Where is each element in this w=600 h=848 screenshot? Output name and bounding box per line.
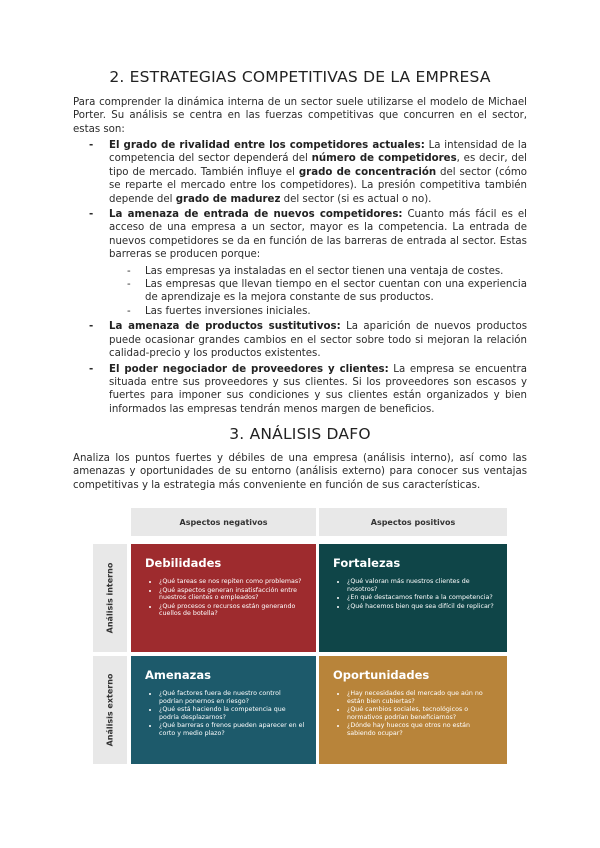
quadrant-question: • ¿Qué procesos o recursos están generando cuellos de botella? xyxy=(159,603,306,618)
quadrant-question: • ¿Qué cambios sociales, tecnológicos o normativos podrían beneficiarnos? xyxy=(347,706,497,721)
quadrant-title: Amenazas xyxy=(145,668,211,682)
sub-list-item: - Las empresas ya instaladas en el sector tienen una ventaja de costes. xyxy=(109,265,527,278)
section-title-dafo: 3. ANÁLISIS DAFO xyxy=(229,425,371,443)
section-title-estrategias: 2. ESTRATEGIAS COMPETITIVAS DE LA EMPRESA xyxy=(109,68,491,86)
quadrant-question: • ¿Qué aspectos generan insatisfacción entre nuestros clientes o empleados? xyxy=(159,587,306,602)
quadrant-oportunidades xyxy=(319,656,507,764)
quadrant-amenazas xyxy=(131,656,316,764)
column-header-negative: Aspectos negativos xyxy=(131,508,316,536)
quadrant-question: • ¿Qué barreras o frenos pueden aparecer en el corto y medio plazo? xyxy=(159,722,306,737)
sub-list-item: - Las empresas que llevan tiempo en el sector cuentan con una experiencia de aprendizaje es la mejora constante de sus productos. xyxy=(109,278,527,305)
quadrant-debilidades xyxy=(131,544,316,652)
quadrant-question: • ¿Qué tareas se nos repiten como problemas? xyxy=(159,578,306,586)
quadrant-question: • ¿Hay necesidades del mercado que aún no están bien cubiertas? xyxy=(347,690,497,705)
list-item: - La amenaza de entrada de nuevos competidores: Cuanto más fácil es el acceso de una empresa a un sector, mayor es la competencia. La entrada de nuevos competidores se da en función de las barreras de entrada al sector. Estas barreras se producen porque: - Las empresas ya instaladas en el sector tienen una ventaja de costes. - Las empresas que llevan tiempo en el sector cuentan con una experiencia de aprendizaje es la mejora constante de sus productos. - Las fuertes inversiones iniciales. xyxy=(73,208,527,318)
dafo-matrix xyxy=(93,508,507,764)
quadrant-question: • ¿Qué hacemos bien que sea difícil de replicar? xyxy=(347,603,497,611)
quadrant-title: Fortalezas xyxy=(333,556,401,570)
quadrant-question: • ¿Qué valoran más nuestros clientes de nosotros? xyxy=(347,578,497,593)
barriers-sublist xyxy=(109,265,527,319)
list-item: - El poder negociador de proveedores y clientes: La empresa se encuentra situada entre sus proveedores y sus clientes. Si los proveedores son escasos y fuertes para imponer sus condiciones y sus clientes están organizados y bien informados las empresas tendrán menos margen de beneficios. xyxy=(73,363,527,417)
quadrant-title: Debilidades xyxy=(145,556,222,570)
porter-forces-list xyxy=(73,139,527,418)
porter-intro-paragraph: Para comprender la dinámica interna de un sector suele utilizarse el modelo de Michael Porter. Su análisis se centra en las fuerzas competitivas que concurren en el sector, estas son: xyxy=(73,97,527,135)
quadrant-question: • ¿En qué destacamos frente a la competencia? xyxy=(347,594,497,602)
column-header-positive: Aspectos positivos xyxy=(319,508,507,536)
list-item: - La amenaza de productos sustitutivos: La aparición de nuevos productos puede ocasionar grandes cambios en el sector sobre todo si mejoran la relación calidad-precio y los productos existentes. xyxy=(73,320,527,360)
quadrant-title: Oportunidades xyxy=(333,668,430,682)
quadrant-question: • ¿Dónde hay huecos que otros no están sabiendo ocupar? xyxy=(347,722,497,737)
list-item: - El grado de rivalidad entre los competidores actuales: La intensidad de la competencia del sector dependerá del número de competidores, es decir, del tipo de mercado. También influye el grado de concentración del sector (cómo se reparte el mercado entre los competidores). La presión competitiva también depende del grado de madurez del sector (si es actual o no). xyxy=(73,139,527,206)
quadrant-fortalezas xyxy=(319,544,507,652)
row-header-external: Análisis externo xyxy=(93,656,127,764)
dafo-intro-paragraph: Analiza los puntos fuertes y débiles de una empresa (análisis interno), así como las amenazas y oportunidades de su entorno (análisis externo) para conocer sus ventajas competitivas y la estrategia más conveniente en función de sus características. xyxy=(73,453,527,491)
quadrant-question: • ¿Qué factores fuera de nuestro control podrían ponernos en riesgo? xyxy=(159,690,306,705)
quadrant-question: • ¿Qué está haciendo la competencia que podría desplazarnos? xyxy=(159,706,306,721)
row-header-internal: Análisis interno xyxy=(93,544,127,652)
sub-list-item: - Las fuertes inversiones iniciales. xyxy=(109,305,527,318)
